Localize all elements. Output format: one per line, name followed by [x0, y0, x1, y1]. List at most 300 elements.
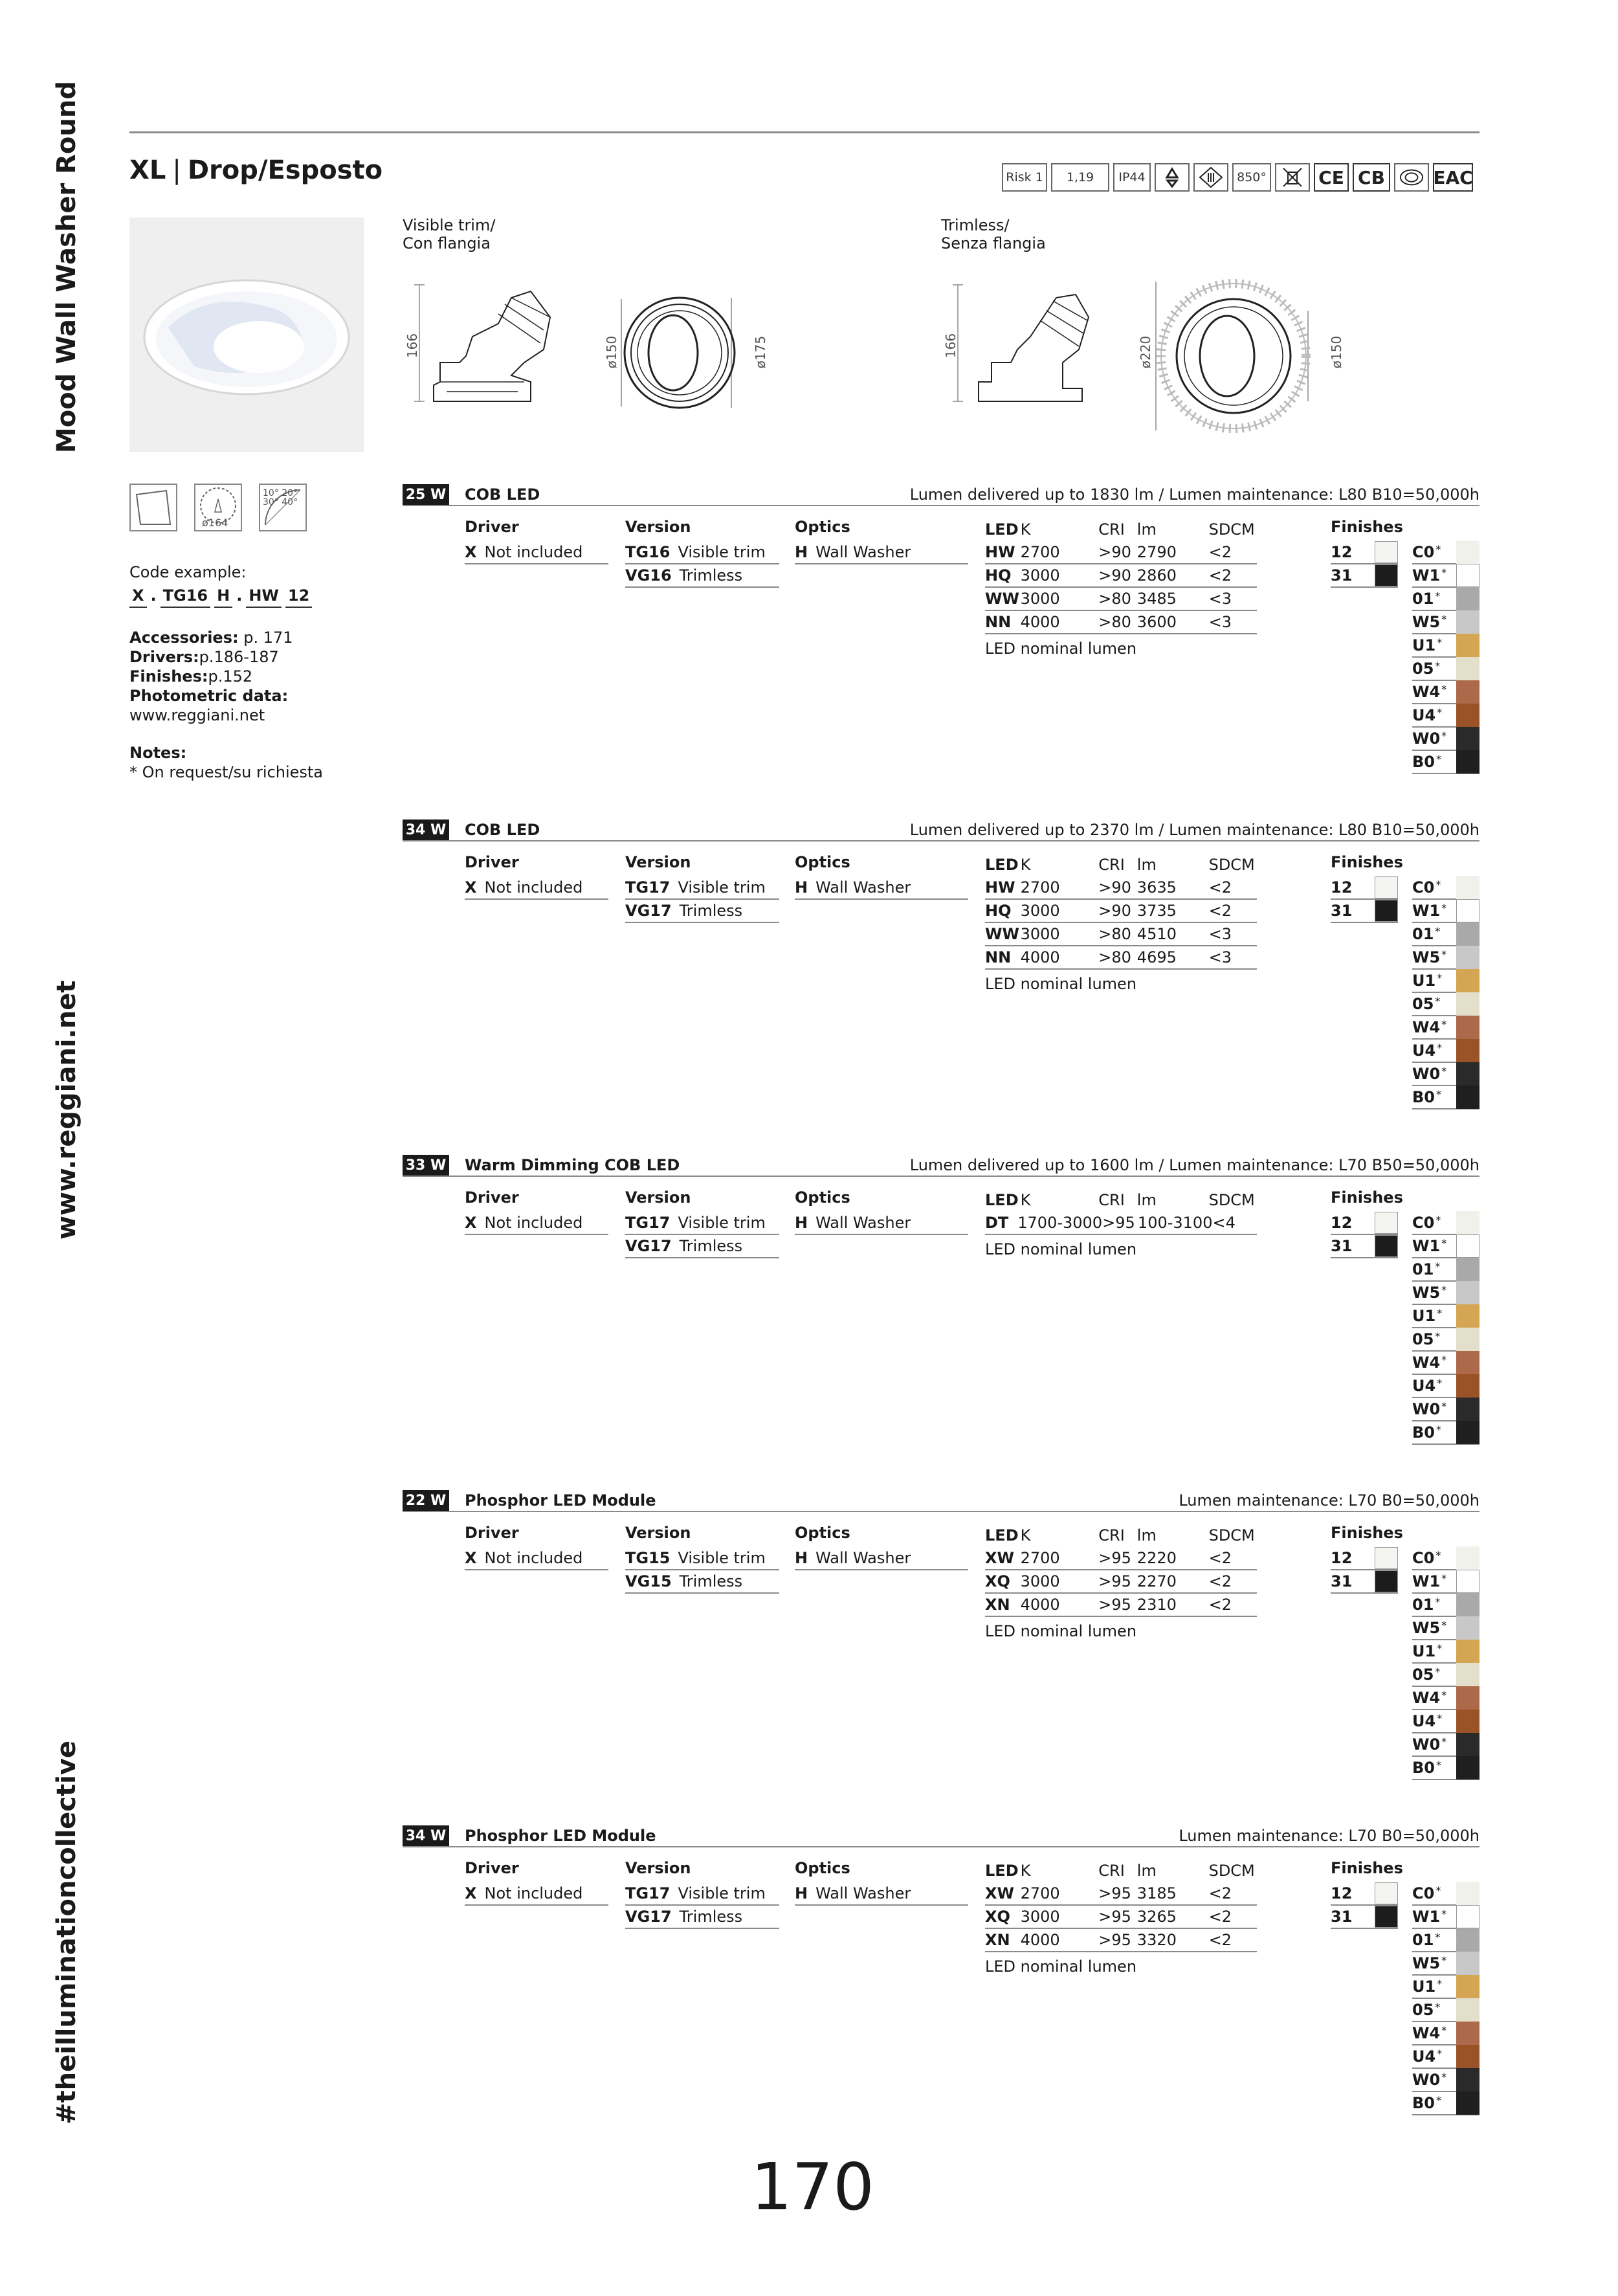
finish-code-text: U1 [1412, 1307, 1436, 1325]
led-k: 4000 [1020, 948, 1060, 966]
finish-code-text: W1 [1412, 1908, 1441, 1926]
finish-row [1412, 1398, 1479, 1421]
optics-code: H [795, 1549, 808, 1567]
finish-code [1412, 1377, 1442, 1395]
finish-row [1412, 1305, 1479, 1328]
finish-swatch [1456, 1593, 1479, 1616]
k-header: K [1020, 520, 1031, 539]
driver-code: X [465, 543, 477, 561]
led-k: 4000 [1020, 613, 1060, 631]
led-cri: >80 [1098, 613, 1131, 631]
photometric-link[interactable]: www.reggiani.net [129, 706, 265, 724]
visible-trim-label [403, 216, 495, 252]
version-label: Trimless [679, 1908, 743, 1926]
finish-code [1412, 1423, 1441, 1442]
finish-code [1412, 1735, 1446, 1754]
dim-d220-trimless: ø220 [1138, 335, 1154, 369]
on-request-asterisk: * [1441, 1572, 1447, 1585]
on-request-asterisk: * [1435, 1596, 1441, 1608]
finish-code-text: W0 [1412, 1735, 1441, 1754]
led-lm: 2310 [1136, 1596, 1177, 1614]
tilt-angles: 10° 20° 30° 40° [263, 488, 298, 507]
section-title: Phosphor LED Module [465, 1491, 656, 1510]
ce-mark: CE [1314, 163, 1349, 192]
code-example [129, 586, 312, 608]
finish-code-text: U4 [1412, 1042, 1436, 1060]
finish-row [1412, 1352, 1479, 1375]
led-lm: 4695 [1136, 948, 1177, 966]
on-request-asterisk: * [1441, 1284, 1447, 1296]
led-header: LED [985, 1526, 1019, 1544]
finish-code [1412, 683, 1446, 701]
finish-code-text: 01 [1412, 1931, 1434, 1949]
finish-swatch [1456, 541, 1479, 564]
on-request-asterisk: * [1441, 1619, 1447, 1631]
product-photo [129, 217, 364, 452]
version-code: TG16 [625, 543, 670, 561]
on-request-asterisk: * [1437, 1712, 1443, 1724]
dim-height-visible: 166 [404, 333, 421, 359]
led-cri: >80 [1098, 948, 1131, 966]
finish-swatch [1456, 1640, 1479, 1663]
finish-row [1331, 1882, 1398, 1906]
cri-header: CRI [1098, 1191, 1125, 1209]
finish-code [1412, 590, 1440, 608]
finish-code-text: W5 [1412, 948, 1441, 966]
optics-header: Optics [795, 1859, 850, 1877]
finish-code-text: B0 [1412, 2094, 1435, 2112]
trimless-label-it: Senza flangia [941, 234, 1046, 252]
page-number: 170 [751, 2149, 874, 2225]
led-header-row [985, 1524, 1257, 1547]
finish-row [1412, 1547, 1479, 1570]
optics-row [795, 1212, 968, 1235]
version-label: Visible trim [678, 1884, 766, 1902]
finishes-standard [1331, 876, 1398, 923]
finish-row [1412, 1282, 1479, 1305]
led-table [985, 1524, 1257, 1642]
finish-code: 12 [1331, 878, 1353, 897]
led-cri: >90 [1098, 902, 1131, 920]
dim-d150-trimless: ø150 [1329, 335, 1345, 369]
finish-swatch [1456, 1374, 1479, 1398]
finish-code [1412, 1260, 1440, 1278]
ip-badge: IP44 [1113, 163, 1151, 192]
risk-badge: Risk 1 [1002, 163, 1047, 192]
finish-swatch [1456, 1710, 1479, 1733]
nominal-lumen-note: LED nominal lumen [985, 1240, 1137, 1258]
driver-column [465, 1188, 608, 1235]
finish-swatch [1456, 1928, 1479, 1952]
finish-swatch [1456, 1421, 1479, 1444]
section-lumen: Lumen delivered up to 1600 lm / Lumen maintenance: L70 B50=50,000h [909, 1156, 1479, 1174]
finish-code-text: C0 [1412, 1214, 1435, 1232]
led-row [985, 1882, 1257, 1906]
finish-code [1412, 636, 1442, 654]
finish-code [1412, 1330, 1440, 1348]
finish-code-text: U4 [1412, 1712, 1436, 1730]
on-request-asterisk: * [1435, 1214, 1441, 1226]
led-lm: 3735 [1136, 902, 1177, 920]
finish-code [1412, 1400, 1446, 1418]
finish-swatch [1456, 1905, 1479, 1928]
finish-row [1412, 611, 1479, 634]
on-request-asterisk: * [1441, 566, 1447, 579]
code-seg-optics: H [214, 586, 232, 608]
finishes-on-request [1412, 1212, 1479, 1445]
finish-swatch [1456, 564, 1479, 587]
finish-code [1412, 753, 1441, 771]
section-header [403, 1825, 1479, 1847]
trimless-front-drawing [1149, 272, 1318, 440]
version-label: Trimless [679, 1237, 743, 1255]
led-row [985, 1570, 1257, 1594]
finish-code-text: U4 [1412, 706, 1436, 724]
finish-row [1412, 1040, 1479, 1063]
driver-label: Not included [484, 1214, 583, 1232]
finish-swatch [1456, 1756, 1479, 1779]
no-bin-icon [1275, 163, 1310, 192]
section-title: COB LED [465, 485, 540, 504]
finish-row [1331, 1212, 1398, 1235]
version-code: TG15 [625, 1549, 670, 1567]
finish-swatch [1456, 946, 1479, 969]
finish-swatch [1456, 704, 1479, 727]
led-header-row [985, 853, 1257, 876]
led-cri: >95 [1098, 1596, 1131, 1614]
led-cri: >90 [1098, 878, 1131, 897]
finish-swatch [1456, 1304, 1479, 1328]
lm-header: lm [1136, 1191, 1157, 1209]
spec-section-22w-phosphor [403, 1490, 1479, 1788]
finish-code-text: W1 [1412, 1572, 1441, 1590]
finish-row [1412, 1687, 1479, 1710]
cutout-icon [194, 484, 242, 531]
finish-code [1412, 925, 1440, 943]
weight-badge: 1,19 [1051, 163, 1109, 192]
feature-icons [129, 484, 307, 531]
on-request-asterisk: * [1437, 1307, 1443, 1319]
finish-row [1412, 1328, 1479, 1352]
led-header: LED [985, 520, 1019, 539]
code-dot: . [150, 586, 157, 605]
finish-code-text: 05 [1412, 995, 1434, 1013]
on-request-asterisk: * [1441, 1065, 1447, 1077]
finish-swatch [1456, 1062, 1479, 1086]
side-label-hashtag: #theilluminationcollective [52, 1741, 82, 2124]
finish-row [1412, 2022, 1479, 2045]
finish-code [1412, 1018, 1446, 1036]
visible-trim-side-drawing [401, 278, 557, 408]
finishes-on-request [1412, 1882, 1479, 2115]
finish-swatch [1375, 1235, 1398, 1257]
finish-row [1412, 1999, 1479, 2022]
finish-code-text: W4 [1412, 683, 1441, 701]
finish-code-text: U4 [1412, 1377, 1436, 1395]
on-request-asterisk: * [1441, 948, 1447, 961]
on-request-asterisk: * [1437, 972, 1443, 984]
finish-code [1412, 1042, 1442, 1060]
finishes-on-request [1412, 1547, 1479, 1780]
version-row [625, 1235, 779, 1258]
sdcm-header: SDCM [1208, 1862, 1255, 1880]
driver-row [465, 1212, 608, 1235]
trimless-label [941, 216, 1046, 252]
led-row [985, 541, 1257, 564]
on-request-asterisk: * [1435, 925, 1441, 937]
optics-header: Optics [795, 853, 850, 871]
finish-row [1412, 541, 1479, 564]
finish-code-text: W1 [1412, 902, 1441, 920]
finish-swatch [1456, 1998, 1479, 2022]
led-code: XN [985, 1596, 1010, 1614]
on-request-asterisk: * [1441, 2071, 1447, 2083]
on-request-asterisk: * [1435, 1330, 1441, 1343]
finishes-standard [1331, 1212, 1398, 1258]
led-k: 2700 [1020, 878, 1060, 897]
optics-row [795, 541, 968, 564]
finishes-standard [1331, 541, 1398, 588]
finish-swatch [1456, 1258, 1479, 1281]
version-header: Version [625, 1859, 691, 1877]
on-request-asterisk: * [1437, 2047, 1443, 2060]
on-request-asterisk: * [1436, 753, 1441, 765]
finish-code [1412, 1666, 1440, 1684]
finish-row [1412, 704, 1479, 728]
finish-swatch [1456, 1663, 1479, 1686]
finish-swatch [1456, 1546, 1479, 1570]
led-table [985, 1188, 1257, 1260]
finish-code-text: W0 [1412, 1065, 1441, 1083]
led-row [985, 1594, 1257, 1617]
driver-header: Driver [465, 1524, 519, 1542]
finish-swatch [1375, 900, 1398, 922]
driver-code: X [465, 1884, 477, 1902]
finish-code [1412, 706, 1442, 724]
spec-section-34w-cob [403, 819, 1479, 1117]
led-sdcm: <2 [1208, 902, 1232, 920]
finish-swatch [1456, 1570, 1479, 1593]
led-k: 2700 [1020, 1884, 1060, 1902]
driver-column [465, 1859, 608, 1906]
led-header: LED [985, 856, 1019, 874]
section-lumen: Lumen delivered up to 1830 lm / Lumen maintenance: L80 B10=50,000h [909, 485, 1479, 504]
finish-code-text: 05 [1412, 660, 1434, 678]
led-cri: >80 [1098, 925, 1131, 943]
on-request-asterisk: * [1436, 2094, 1441, 2106]
led-k: 3000 [1020, 566, 1060, 585]
nominal-lumen-note: LED nominal lumen [985, 640, 1137, 658]
driver-code: X [465, 1214, 477, 1232]
finish-code [1412, 660, 1440, 678]
led-k: 3000 [1020, 590, 1060, 608]
led-cri: >95 [1098, 1884, 1131, 1902]
wattage-badge: 25 W [403, 484, 449, 505]
finish-swatch [1456, 2045, 1479, 2068]
led-row [985, 946, 1257, 970]
finish-row [1412, 658, 1479, 681]
finish-code [1412, 2001, 1440, 2019]
version-label: Visible trim [678, 878, 766, 897]
version-code: VG16 [625, 566, 672, 585]
finish-swatch [1456, 1016, 1479, 1039]
led-sdcm: <2 [1208, 1549, 1232, 1567]
finish-swatch [1456, 727, 1479, 750]
finish-code [1412, 1237, 1446, 1255]
driver-header: Driver [465, 1859, 519, 1877]
finish-code: 12 [1331, 1549, 1353, 1567]
optics-header: Optics [795, 518, 850, 536]
finish-swatch [1456, 2068, 1479, 2091]
on-request-asterisk: * [1441, 1400, 1447, 1412]
led-cri: >90 [1098, 566, 1131, 585]
info-block [129, 628, 293, 725]
on-request-asterisk: * [1437, 1377, 1443, 1389]
wattage-badge: 22 W [403, 1490, 449, 1511]
finish-row [1331, 564, 1398, 588]
led-row [985, 1929, 1257, 1952]
on-request-asterisk: * [1437, 1042, 1443, 1054]
glow-wire-badge: 850° [1232, 163, 1271, 192]
section-lumen: Lumen delivered up to 2370 lm / Lumen maintenance: L80 B10=50,000h [909, 821, 1479, 839]
recycle-icon [1155, 163, 1190, 192]
finish-swatch [1375, 1882, 1398, 1904]
finish-row [1412, 2092, 1479, 2115]
finish-code [1412, 2024, 1446, 2042]
led-row [985, 588, 1257, 611]
cutout-diameter: ø164 [202, 517, 228, 529]
on-request-asterisk: * [1441, 683, 1447, 695]
led-k: 2700 [1020, 543, 1060, 561]
version-code: VG17 [625, 1908, 672, 1926]
on-request-asterisk: * [1435, 1549, 1441, 1561]
accessories-label: Accessories: [129, 629, 239, 647]
on-request-asterisk: * [1435, 1884, 1441, 1897]
driver-code: X [465, 878, 477, 897]
finish-row [1412, 1016, 1479, 1040]
finish-code [1412, 1954, 1446, 1972]
led-code: NN [985, 613, 1012, 631]
finish-swatch [1456, 1398, 1479, 1421]
optics-column [795, 853, 968, 900]
trimless-label-en: Trimless/ [941, 216, 1010, 234]
finish-row [1412, 564, 1479, 588]
led-sdcm: <2 [1208, 566, 1232, 585]
finish-code-text: W4 [1412, 1018, 1441, 1036]
version-label: Trimless [679, 1572, 743, 1590]
finish-code-text: W5 [1412, 1954, 1441, 1972]
certification-icons [1002, 163, 1473, 192]
section-header [403, 484, 1479, 506]
accessories-value: p. 171 [243, 629, 293, 647]
finish-row [1412, 1976, 1479, 1999]
version-code: TG17 [625, 1214, 670, 1232]
optics-column [795, 518, 968, 564]
led-row [985, 1906, 1257, 1929]
led-cri: >95 [1102, 1214, 1135, 1232]
led-row [985, 611, 1257, 634]
finish-swatch [1375, 541, 1398, 563]
finish-code-text: W1 [1412, 566, 1441, 585]
finishes-label: Finishes: [129, 667, 208, 685]
title-separator: | [172, 155, 181, 185]
led-sdcm: <2 [1208, 878, 1232, 897]
led-code: XQ [985, 1908, 1010, 1926]
led-code: XN [985, 1931, 1010, 1949]
on-request-asterisk: * [1437, 1642, 1443, 1655]
finish-swatch [1456, 1281, 1479, 1304]
finish-swatch [1456, 610, 1479, 634]
optics-code: H [795, 878, 808, 897]
version-label: Trimless [679, 566, 743, 585]
notes-label: Notes: [129, 744, 187, 762]
finish-row [1412, 1664, 1479, 1687]
version-code: VG17 [625, 902, 672, 920]
side-label-website: www.reggiani.net [52, 980, 82, 1240]
lm-header: lm [1136, 856, 1157, 874]
led-code: HQ [985, 566, 1012, 585]
lm-header: lm [1136, 1862, 1157, 1880]
version-label: Trimless [679, 902, 743, 920]
finish-swatch [1375, 1212, 1398, 1234]
finish-swatch [1375, 1547, 1398, 1569]
led-row [985, 923, 1257, 946]
led-sdcm: <2 [1208, 1596, 1232, 1614]
finish-code [1412, 1214, 1441, 1232]
version-column [625, 1524, 779, 1594]
dim-height-trimless: 166 [943, 333, 959, 359]
finish-code [1412, 1978, 1442, 1996]
finish-row [1412, 1952, 1479, 1976]
finish-code-text: C0 [1412, 878, 1435, 897]
finish-row [1331, 1547, 1398, 1570]
finish-row [1412, 1757, 1479, 1780]
finish-code [1412, 1549, 1441, 1567]
led-sdcm: <2 [1208, 1908, 1232, 1926]
finish-code-text: U1 [1412, 972, 1436, 990]
finish-code: 31 [1331, 1237, 1353, 1255]
optics-row [795, 1547, 968, 1570]
led-code: NN [985, 948, 1012, 966]
led-header-row [985, 1859, 1257, 1882]
finish-code-text: W0 [1412, 730, 1441, 748]
finishes-standard [1331, 1547, 1398, 1594]
sdcm-header: SDCM [1208, 1191, 1255, 1209]
finish-row [1412, 1929, 1479, 1952]
finish-code [1412, 1596, 1440, 1614]
finish-swatch [1456, 2022, 1479, 2045]
led-header-row [985, 518, 1257, 541]
wattage-badge: 34 W [403, 1825, 449, 1846]
optics-label: Wall Washer [815, 1884, 911, 1902]
led-lm: 2270 [1136, 1572, 1177, 1590]
led-lm: 3185 [1136, 1884, 1177, 1902]
optics-code: H [795, 543, 808, 561]
finish-code: 31 [1331, 902, 1353, 920]
finishes-header: Finishes [1331, 853, 1403, 871]
class-iii-icon [1193, 163, 1228, 192]
finish-code-text: W4 [1412, 1354, 1441, 1372]
finish-code [1412, 1931, 1440, 1949]
finish-row [1412, 1594, 1479, 1617]
led-lm: 3265 [1136, 1908, 1177, 1926]
finish-code [1412, 2047, 1442, 2066]
led-k: 3000 [1020, 902, 1060, 920]
on-request-asterisk: * [1437, 706, 1443, 719]
finish-row [1412, 634, 1479, 658]
finish-row [1412, 900, 1479, 923]
led-cri: >95 [1098, 1931, 1131, 1949]
